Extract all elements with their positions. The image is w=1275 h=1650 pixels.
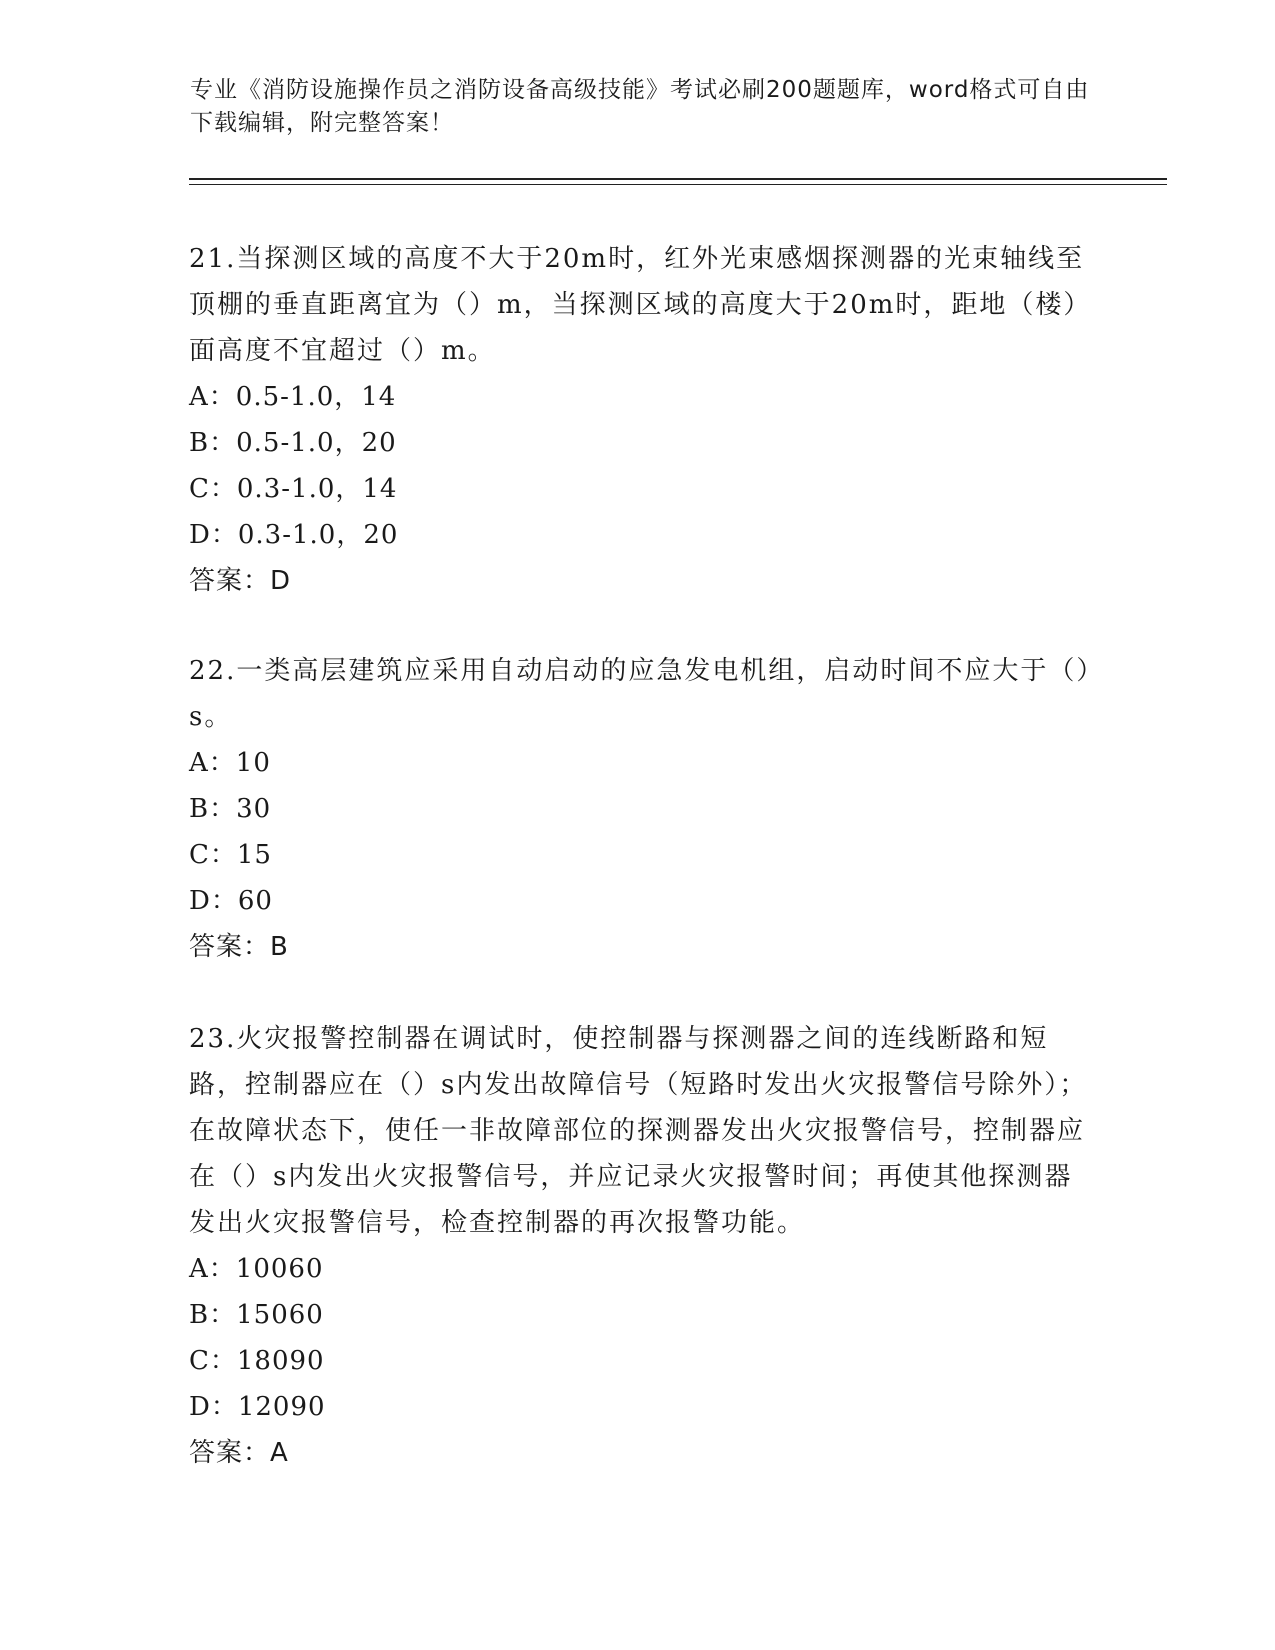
- answer-line: 答案：B: [189, 932, 289, 962]
- question-22: [189, 648, 1099, 970]
- option-a: A：10060: [189, 1254, 324, 1284]
- option-d: D：0.3-1.0，20: [189, 520, 399, 550]
- option-d: D：60: [189, 886, 273, 916]
- option-b: B：15060: [189, 1300, 324, 1330]
- document-header: [190, 74, 1090, 140]
- option-b: B：30: [189, 794, 272, 824]
- question-23: [189, 1016, 1099, 1476]
- header-divider-thin: [189, 184, 1167, 185]
- option-c: C：15: [189, 840, 272, 870]
- option-c: C：18090: [189, 1346, 325, 1376]
- option-d: D：12090: [189, 1392, 326, 1422]
- option-a: A：0.5-1.0，14: [189, 382, 397, 412]
- option-list: [189, 1246, 1099, 1430]
- option-list: [189, 740, 1099, 924]
- header-intro-text: 专业《消防设施操作员之消防设备高级技能》考试必刷200题题库，word格式可自由下载编辑，附完整答案！: [190, 77, 1090, 136]
- option-b: B：0.5-1.0，20: [189, 428, 397, 458]
- header-divider-thick: [189, 178, 1167, 180]
- question-stem: 22.一类高层建筑应采用自动启动的应急发电机组，启动时间不应大于（）s。: [189, 656, 1092, 732]
- option-c: C：0.3-1.0，14: [189, 474, 398, 504]
- answer-line: 答案：D: [189, 566, 292, 596]
- question-stem: 23.火灾报警控制器在调试时，使控制器与探测器之间的连线断路和短路，控制器应在（）s内发出故障信号（短路时发出火灾报警信号除外）；在故障状态下，使任一非故障部位的探测器发出火灾报警信号，控制器应在（）s内发出火灾报警信号，并应记录火灾报警时间；再使其他探测器发出火灾报警信号，检查控制器的再次报警功能。: [189, 1024, 1088, 1238]
- question-21: [189, 236, 1099, 604]
- answer-line: 答案：A: [189, 1438, 289, 1468]
- option-list: [189, 374, 1099, 558]
- question-stem: 21.当探测区域的高度不大于20m时，红外光束感烟探测器的光束轴线至顶棚的垂直距离宜为（）m，当探测区域的高度大于20m时，距地（楼）面高度不宜超过（）m。: [189, 244, 1092, 366]
- option-a: A：10: [189, 748, 271, 778]
